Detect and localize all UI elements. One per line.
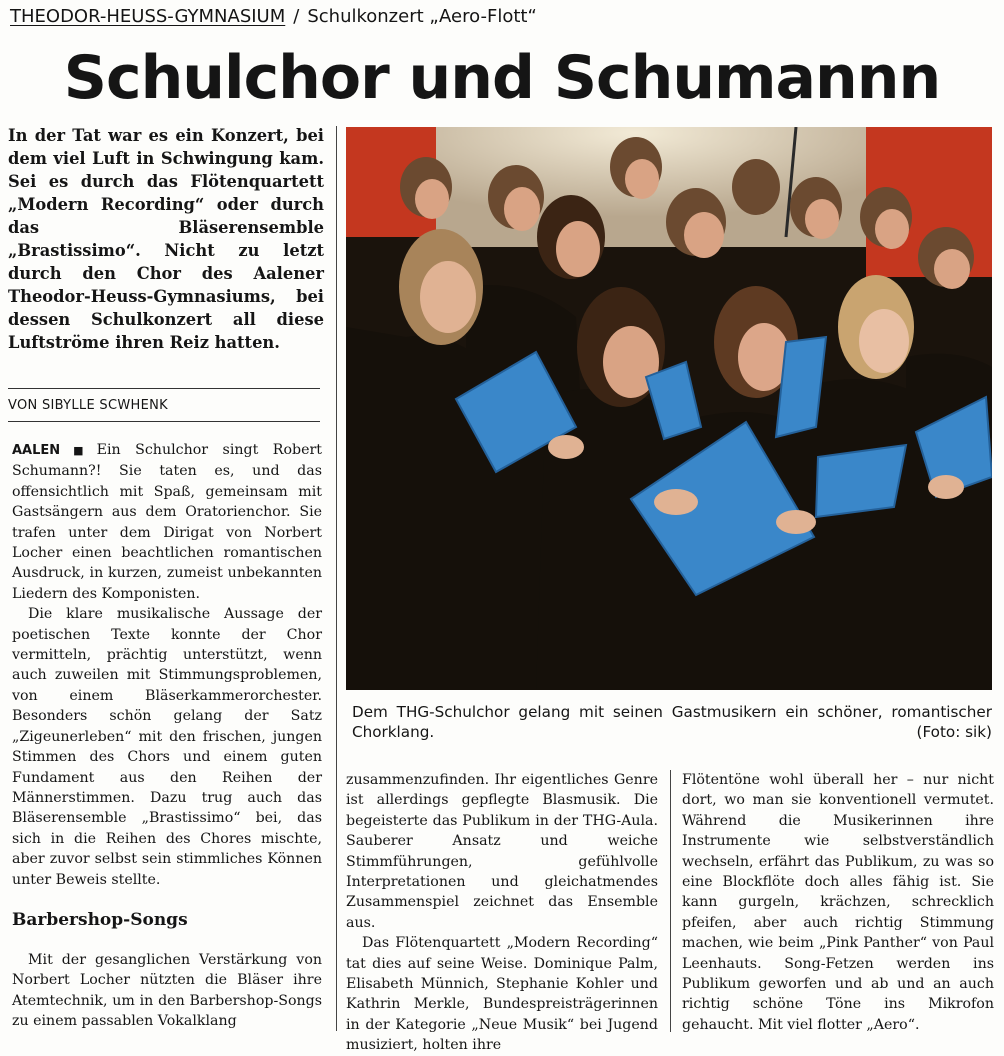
article-paragraph: Mit der gesanglichen Verstärkung von Norbert Locher nützten die Bläser ihre Atemtechnik, um in den Barbershop-Songs zu einem passablen Vokalklang <box>12 952 322 1030</box>
article-column-2 <box>346 770 658 1056</box>
article-paragraph: Die klare musikalische Aussage der poetischen Texte konnte der Chor vermitteln, prächtig unterstützt, wenn auch zuweilen mit Stimmungsproblemen, von einem Bläserkammerorchester. Besonders schön gelang der Satz „Zigeunerleben“ mit den frischen, jungen Stimmen des Chors und einem guten Fundament aus den Reihen der Männerstimmen. Dazu trug auch das Bläserensemble „Brastissimo“ bei, das sich in die Reihen des Chores mischte, aber zuvor selbst sein stimmliches Können unter Beweis stellte. <box>12 606 322 888</box>
byline: VON SIBYLLE SCWHENK <box>8 398 168 413</box>
byline-rule-top <box>8 388 320 389</box>
article-column-1-continued <box>12 950 322 1032</box>
article-column-3 <box>682 770 994 1035</box>
lead-paragraph: In der Tat war es ein Konzert, bei dem viel Luft in Schwingung kam. Sei es durch das Flötenquartett „Modern Recording“ oder durch das Bläserensemble „Brastissimo“. Nicht zu letzt durch den Chor des Aalener Theodor-Heuss-Gymnasiums, bei dessen Schulkonzert all diese Luftströme ihren Reiz hatten. <box>8 126 324 352</box>
choir-photo <box>346 127 992 690</box>
article-paragraph: zusammenzufinden. Ihr eigentliches Genre ist allerdings gepflegte Blasmusik. Die begeisterte das Publikum in der THG-Aula. Sauberer Ansatz und weiche Stimmführungen, gefühlvolle Interpretationen und gleichatmendes Zusammenspiel zeichnet das Ensemble aus. <box>346 772 658 931</box>
article-paragraph <box>12 440 322 604</box>
column-divider <box>670 770 671 1032</box>
column-divider <box>336 126 337 1031</box>
headline: Schulchor und Schumannn <box>63 43 941 113</box>
kicker-section: THEODOR-HEUSS-GYMNASIUM <box>10 6 286 27</box>
article-paragraph: Flötentöne wohl überall her – nur nicht dort, wo man sie konventionell vermutet. Während die Musikerinnen ihre Instrumente wie selbstverständlich wechseln, erfährt das Publikum, zu was so eine Blockflöte doch alles fähig ist. Sie kann gurgeln, krächzen, schrecklich pfeifen, aber auch richtig Stimmung machen, wie beim „Pink Panther“ von Paul Leenhauts. Song-Fetzen werden ins Publikum geworfen und ab und an auch richtig schöne Töne ins Mikrofon gehaucht. Mit viel flotter „Aero“. <box>682 772 994 1033</box>
article-text: Ein Schulchor singt Robert Schumann?! Sie taten es, und das offensichtlich mit Spaß, gemeinsam mit Gastsängern aus dem Oratorienchor. Sie trafen unter dem Dirigat von Norbert Locher einen beachtlichen romantischen Ausdruck, in kurzen, zumeist unbekannten Liedern des Komponisten. <box>12 442 322 602</box>
photo-caption <box>352 702 992 742</box>
photo-credit: (Foto: sik) <box>916 723 992 741</box>
subheading: Barbershop-Songs <box>12 910 188 930</box>
kicker <box>10 4 990 30</box>
caption-text: Dem THG-Schulchor gelang mit seinen Gastmusikern ein schöner, romantischer Chorklang. <box>352 703 992 741</box>
byline-rule-bottom <box>8 421 320 422</box>
article-column-1 <box>12 440 322 890</box>
kicker-separator: / <box>293 6 300 27</box>
dateline: AALEN <box>12 443 61 458</box>
kicker-topic: Schulkonzert „Aero-Flott“ <box>307 6 537 27</box>
square-bullet-icon: ■ <box>63 444 94 457</box>
article-paragraph: Das Flötenquartett „Modern Recording“ tat dies auf seine Weise. Dominique Palm, Elisabeth Münnich, Stephanie Kohler und Kathrin Merkle, Bundespreisträgerinnen in der Kategorie „Neue Musik“ bei Jugend musiziert, holten ihre <box>346 935 658 1054</box>
